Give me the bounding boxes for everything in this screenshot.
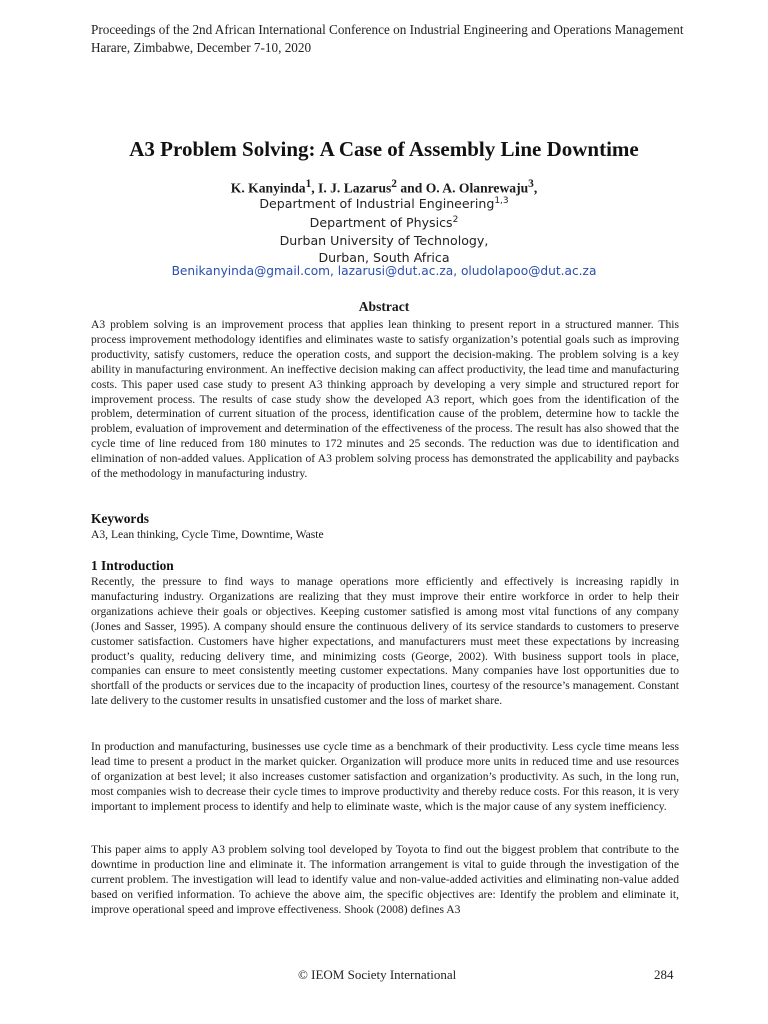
email-link[interactable]: oludolapoo@dut.ac.za (460, 264, 597, 278)
author-separator: and (396, 180, 426, 196)
email-separator: , (330, 264, 338, 278)
author-sup: 3 (528, 178, 534, 190)
keywords-list: A3, Lean thinking, Cycle Time, Downtime, Waste (91, 528, 324, 541)
author-sup: 2 (391, 178, 397, 190)
email-separator: , (453, 264, 461, 278)
page-number: 284 (654, 967, 674, 982)
intro-paragraph-1: Recently, the pressure to find ways to manage operations more efficiently and effectively is increasing rapidly in manufacturing industry. Organizations are realizing that they must improve their entire workforce in order to help their organizations achieve their goals or objectives. Keeping customer satisfied is among most vital functions of any company (Jones and Sasser, 1995). A company should ensure the continuous delivery of its service standards to customers to preserve customer satisfaction. Customers have higher expectations, and manufacturers must meet these expectations by increasing product’s quality, reducing delivery time, and minimizing costs (George, 2002). With business support tools in place, companies can ensure to meet consistently meeting customer expectations. Many companies have lost opportunities due to shortfall of the products or services due to the incapacity of production lines, courtesy of the resource’s management. Constant late delivery to the customer results in unsatisfied customer and the loss of market share. (91, 575, 679, 708)
proceedings-header (91, 21, 731, 57)
author-list (0, 178, 768, 197)
abstract-body: A3 problem solving is an improvement process that applies lean thinking to present report in a structured manner. This process improvement methodology identifies and eliminates waste to satisfy organization’s potential goals such as improving productivity, satisfy customers, reduce the operation costs, and support the decision-making. The problem solving is a key ability in manufacturing environment. An ineffective decision making can affect productivity, the lead time and manufacturing costs. This paper used case study to present A3 thinking approach by developing a very simple and structured report for improvement process. The results of case study show the developed A3 report, which goes from the identification of the problem, determination of current situation of the process, identification cause of the problem, determine how to tackle the problem, evaluation of improvement and determination of the effectiveness of the process. The result has also showed that the cycle time of line reduced from 180 minutes to 172 minutes and 25 seconds. The reduction was due to identification and elimination of non-added values. Application of A3 problem solving process has demonstrated the applicability and paybacks of the methodology in manufacturing industry. (91, 318, 679, 481)
author-name: I. J. Lazarus (318, 180, 392, 196)
author-end: , (533, 180, 538, 196)
copyright-notice: © IEOM Society International (298, 967, 457, 982)
affiliation-dept-1-text: Department of Industrial Engineering (259, 196, 495, 212)
affiliation-dept-2-text: Department of Physics (309, 215, 453, 231)
affiliation-location: Durban, South Africa (318, 250, 450, 265)
proceedings-line-2: Harare, Zimbabwe, December 7-10, 2020 (91, 40, 312, 55)
affiliation-university: Durban University of Technology, (279, 233, 489, 248)
introduction-heading: 1 Introduction (91, 558, 174, 573)
author-emails (0, 264, 768, 278)
email-link[interactable]: lazarusi@dut.ac.za (337, 264, 454, 278)
affiliation-dept-2 (0, 215, 768, 230)
affiliation-dept-1-sup: 1,3 (494, 196, 509, 206)
intro-paragraph-2: In production and manufacturing, businesses use cycle time as a benchmark of their productivity. Less cycle time means less lead time to present a product in the market quicker. Organization will produce more units in reduced time and use resources of organization at best level; it also increases customer satisfaction and organization’s productivity. As such, in the long run, most companies wish to decrease their cycle times to improve productivity and thereby reduce costs. For this reason, it is very important to implement process to identify and help to eliminate waste, which is the major cause of any system inefficiency. (91, 740, 679, 813)
proceedings-line-1: Proceedings of the 2nd African International Conference on Industrial Engineering and Operations Management (91, 22, 684, 37)
affiliation-dept-2-sup: 2 (452, 215, 459, 225)
author-name: K. Kanyinda (230, 180, 306, 196)
intro-paragraph-3: This paper aims to apply A3 problem solving tool developed by Toyota to find out the biggest problem that contribute to the downtime in production line and eliminate it. The information arrangement is vital to guide through the investigation of the current problem. The investigation will lead to identify value and non-value-added activities and eliminating non-value added based on verified information. To achieve the above aim, the specific objectives are: Identify the problem and eliminate it, improve operational speed and improve effectiveness. Shook (2008) defines A3 (91, 843, 679, 916)
author-name: O. A. Olanrewaju (425, 180, 529, 196)
author-sup: 1 (305, 178, 312, 190)
affiliation-dept-1 (0, 196, 768, 211)
abstract-heading: Abstract (358, 299, 410, 314)
paper-title: A3 Problem Solving: A Case of Assembly Line Downtime (129, 137, 639, 161)
author-separator: , (311, 180, 319, 196)
keywords-heading: Keywords (91, 511, 150, 526)
email-link[interactable]: Benikanyinda@gmail.com (171, 264, 331, 278)
